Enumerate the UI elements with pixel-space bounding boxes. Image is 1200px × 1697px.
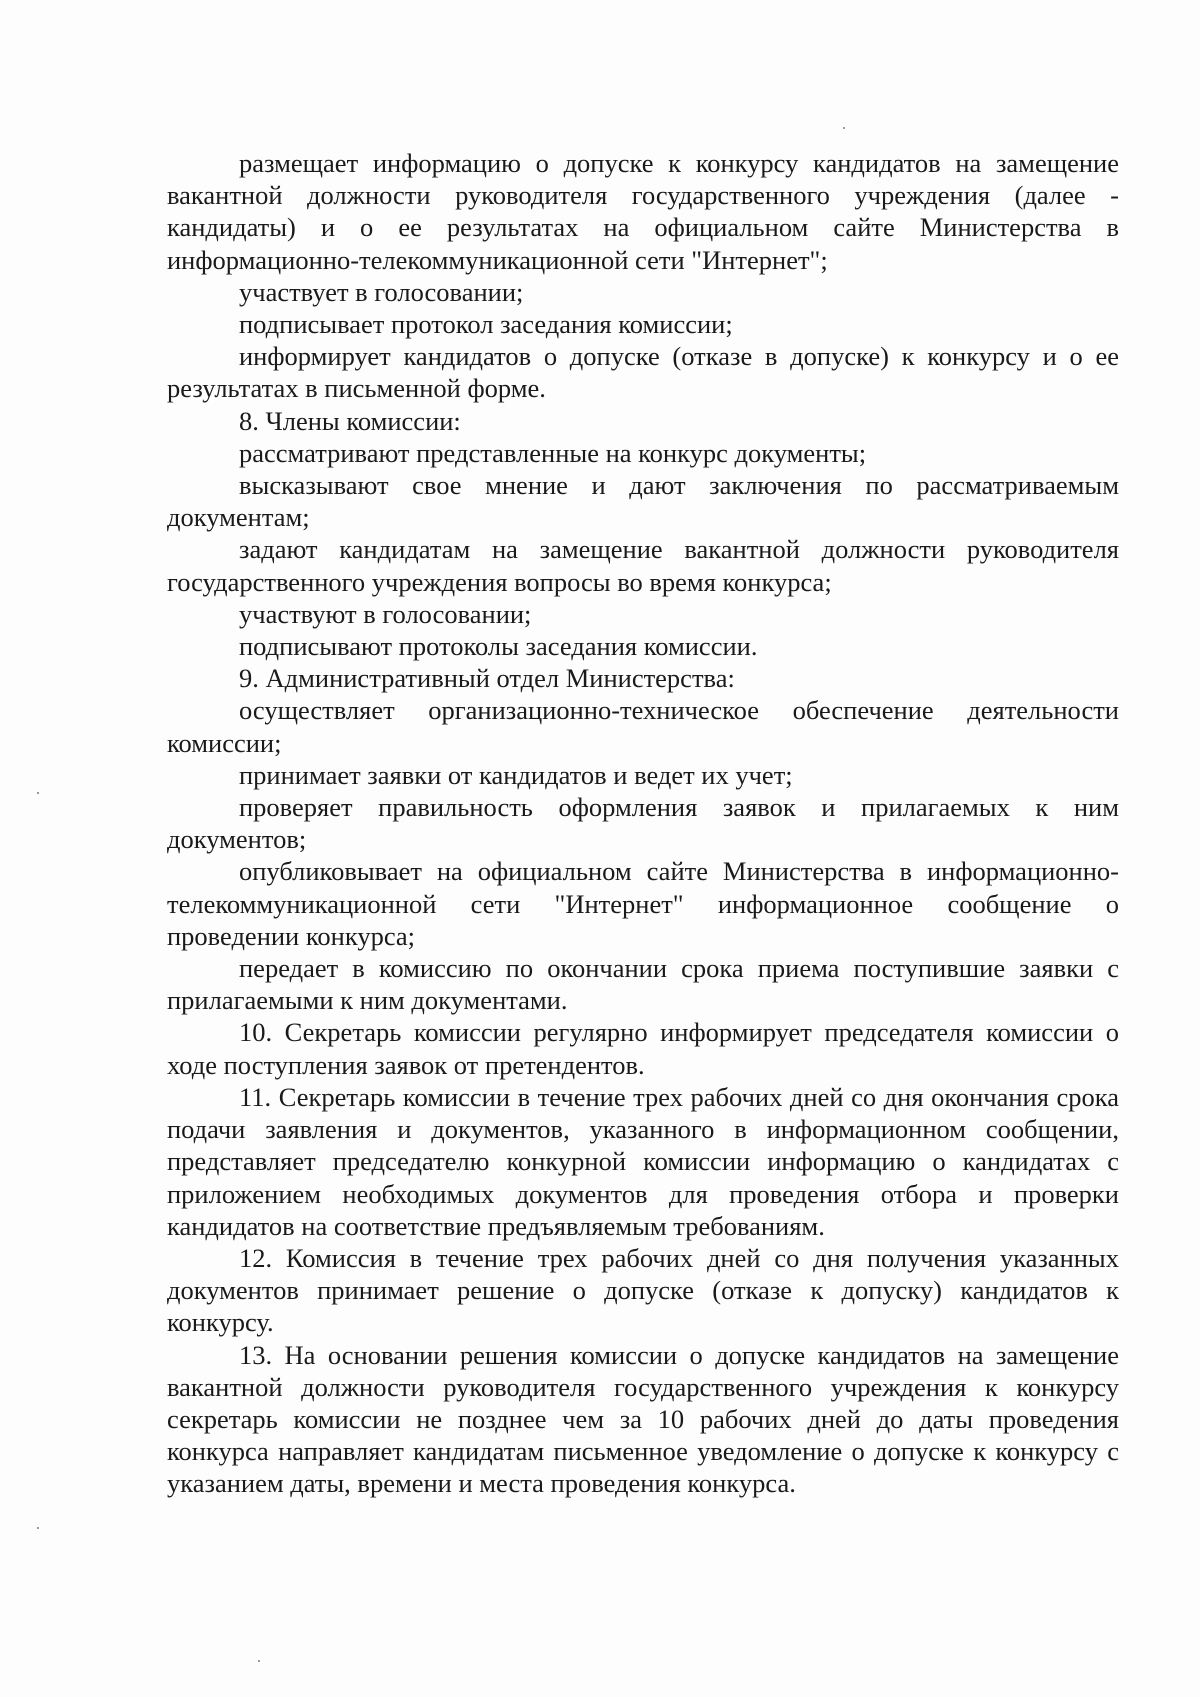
paragraph: опубликовывает на официальном сайте Министерства в информационно-телекоммуникационной сети "Интернет" информационное сообщение о проведении конкурса; <box>167 856 1119 951</box>
paragraph: принимает заявки от кандидатов и ведет их учет; <box>239 759 793 790</box>
paragraph: участвует в голосовании; <box>239 276 524 307</box>
section-heading: 8. Члены комиссии: <box>239 405 461 436</box>
paragraph: подписывают протоколы заседания комиссии. <box>239 631 758 662</box>
paragraph: размещает информацию о допуске к конкурсу кандидатов на замещение вакантной должности руководителя государственного учреждения (далее - кандидаты) и о ее результатах на официальном сайте Министерства в информационно-телекоммуникационной сети "Интернет"; <box>167 148 1119 275</box>
paragraph: информирует кандидатов о допуске (отказе в допуске) к конкурсу и о ее результатах в письменной форме. <box>167 341 1119 404</box>
paragraph: задают кандидатам на замещение вакантной должности руководителя государственного учреждения вопросы во время конкурса; <box>167 534 1119 597</box>
paragraph: проверяет правильность оформления заявок и прилагаемых к ним документов; <box>167 792 1119 855</box>
paragraph: рассматривают представленные на конкурс документы; <box>239 437 867 468</box>
paragraph: высказывают свое мнение и дают заключения по рассматриваемым документам; <box>167 470 1119 533</box>
scan-speck <box>37 792 39 794</box>
scan-speck <box>258 1660 260 1662</box>
paragraph: осуществляет организационно-техническое обеспечение деятельности комиссии; <box>167 695 1119 758</box>
scan-speck <box>843 127 845 129</box>
document-body <box>167 147 1119 1500</box>
paragraph: передает в комиссию по окончании срока приема поступившие заявки с прилагаемыми к ним документами. <box>167 953 1119 1016</box>
paragraph: участвуют в голосовании; <box>239 598 532 629</box>
section-heading: 9. Административный отдел Министерства: <box>239 663 735 694</box>
scan-speck <box>37 1527 39 1529</box>
numbered-paragraph: 10. Секретарь комиссии регулярно информирует председателя комиссии о ходе поступления заявок от претендентов. <box>167 1017 1119 1080</box>
numbered-paragraph: 11. Секретарь комиссии в течение трех рабочих дней со дня окончания срока подачи заявления и документов, указанного в информационном сообщении, представляет председателю конкурной комиссии информацию о кандидатах с приложением необходимых документов для проведения отбора и проверки кандидатов на соответствие предъявляемым требованиям. <box>167 1081 1119 1241</box>
numbered-paragraph: 12. Комиссия в течение трех рабочих дней со дня получения указанных документов принимает решение о допуске (отказе к допуску) кандидатов к конкурсу. <box>167 1242 1119 1338</box>
paragraph: подписывает протокол заседания комиссии; <box>239 309 733 340</box>
numbered-paragraph: 13. На основании решения комиссии о допуске кандидатов на замещение вакантной должности руководителя государственного учреждения к конкурсу секретарь комиссии не позднее чем за 10 рабочих дней до даты проведения конкурса направляет кандидатам письменное уведомление о допуске к конкурсу с указанием даты, времени и места проведения конкурса. <box>167 1339 1119 1499</box>
